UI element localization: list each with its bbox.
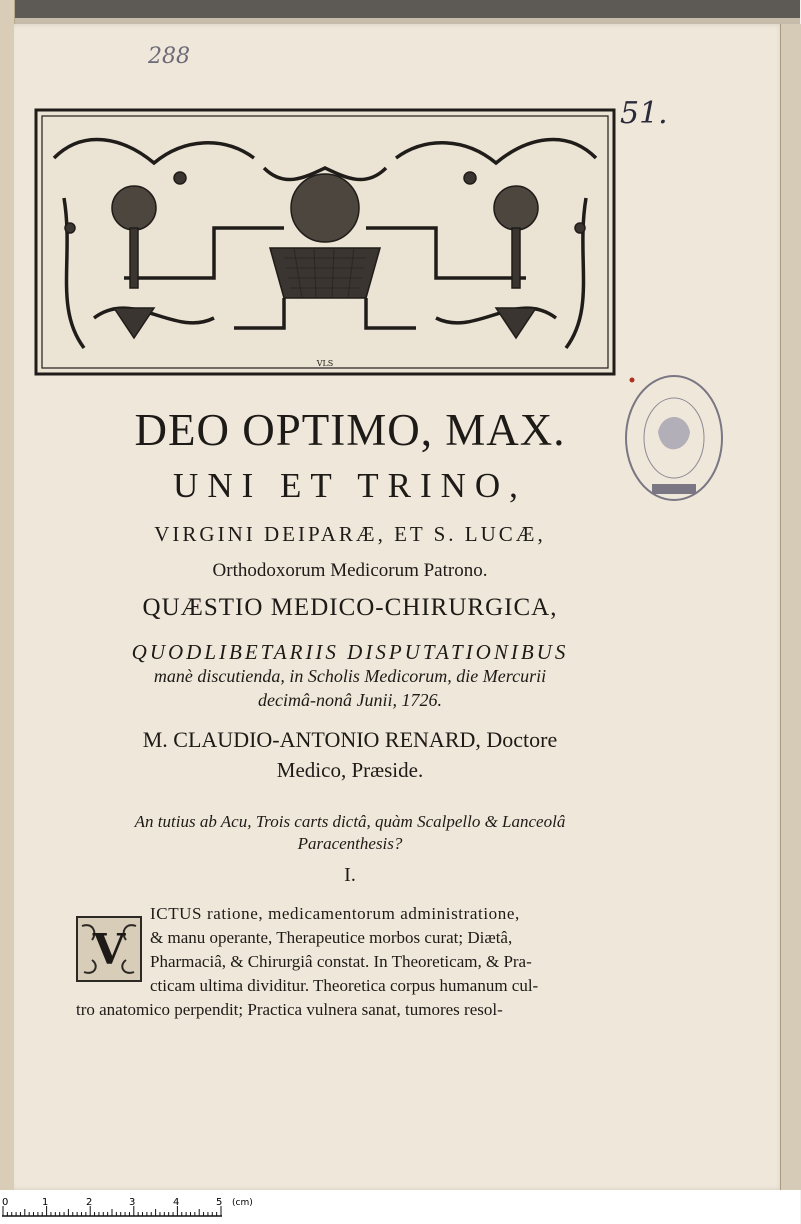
president-line-2: Medico, Præside. [276,758,424,782]
dedication-line-3: VIRGINI DEIPARÆ, ET S. LUCÆ, [154,522,546,546]
manuscript-page-number: 288 [148,44,190,69]
ruler-label-0: 0 [2,1197,9,1208]
ruler-unit: (cm) [232,1198,253,1208]
disputation-line-2: manè discutienda, in Scholis Medicorum, die Mercurii [153,666,547,686]
scale-ruler [0,1194,253,1222]
president-line-1: M. CLAUDIO-ANTONIO RENARD, Doctore [142,727,558,752]
body-line-2: & manu operante, Therapeutice morbos curat; Diætâ, [150,928,513,947]
manuscript-folio-number: 51. [620,96,668,131]
body-line-1: ICTUS ratione, medicamentorum administratione, [150,904,520,923]
ruler-label-4: 4 [173,1197,180,1208]
initial-flourish-icon [78,918,140,980]
dedication-line-4: Orthodoxorum Medicorum Patrono. [212,560,488,581]
question-line-1: An tutius ab Acu, Trois carts dictâ, quàm Scalpello & Lanceolâ [134,812,566,831]
disputation-date: decimâ-nonâ Junii, 1726. [258,690,442,710]
book-left-edge [0,0,15,1190]
disputation-line-1: QUODLIBETARIIS DISPUTATIONIBUS [131,640,569,664]
body-line-5: tro anatomico perpendit; Practica vulnera sanat, tumores resol- [76,1000,503,1019]
engraver-signature: VLS [316,359,334,368]
question-line-2: Paracenthesis? [297,834,403,853]
dedication-line-1: DEO OPTIMO, MAX. [134,405,566,455]
body-line-4: cticam ultima dividitur. Theoretica corpus humanum cul- [150,976,539,995]
decorated-initial [76,916,142,982]
ruler-label-2: 2 [86,1197,93,1208]
dedication-line-2: UNI ET TRINO, [173,466,527,505]
thesis-heading: QUÆSTIO MEDICO-CHIRURGICA, [142,594,558,621]
initial-letter: V [92,925,126,974]
section-numeral: I. [344,864,356,886]
ruler-label-5: 5 [216,1197,223,1208]
headpiece-ornament [34,108,616,376]
page-fore-edge [780,24,801,1190]
ruler-label-1: 1 [42,1197,49,1208]
ruler-label-3: 3 [129,1197,136,1208]
body-line-3: Pharmaciâ, & Chirurgiâ constat. In Theoreticam, & Pra- [150,952,532,971]
